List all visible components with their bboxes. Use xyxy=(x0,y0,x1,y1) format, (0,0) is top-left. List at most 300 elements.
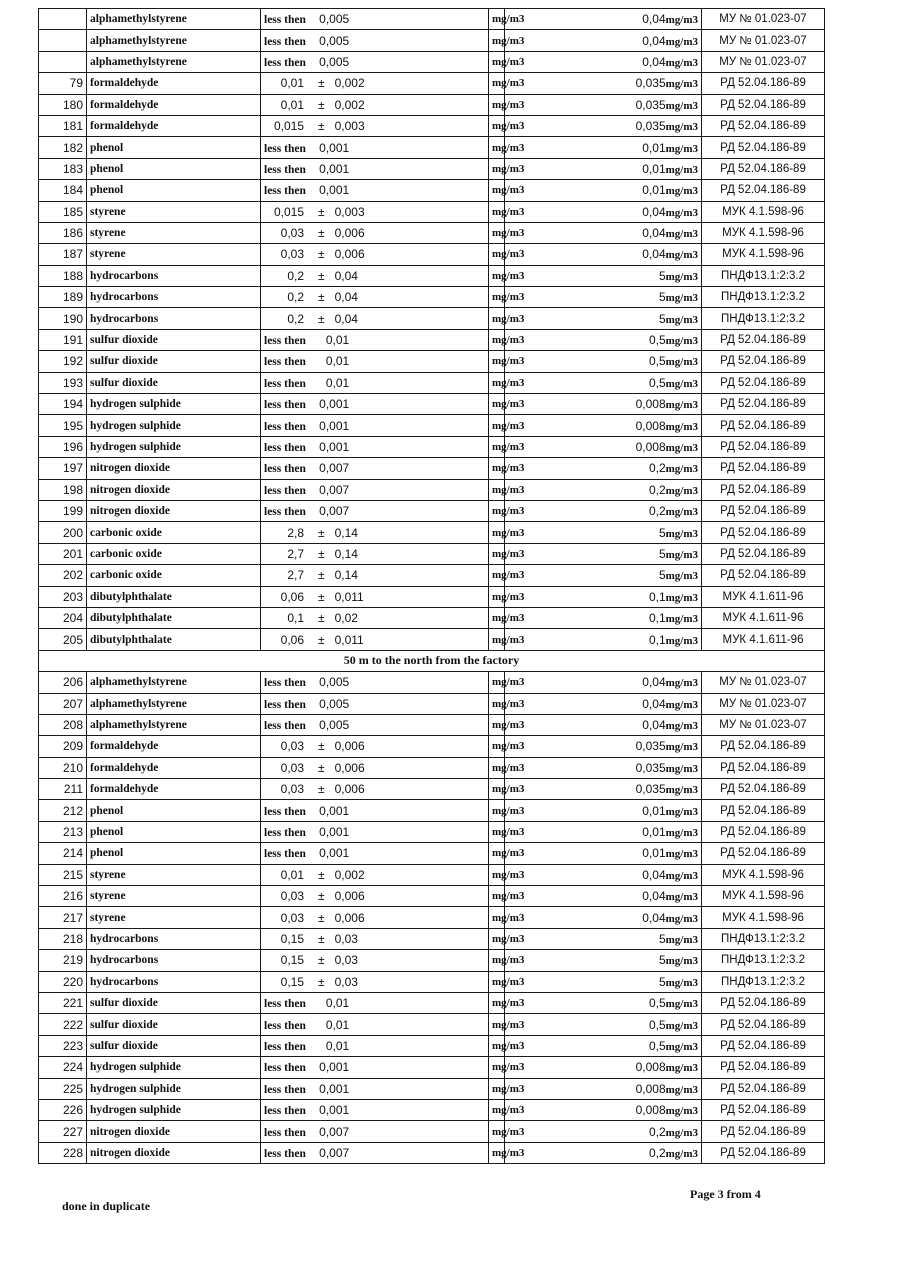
limit-number: 0,035 xyxy=(635,782,666,797)
unit: mg/m3 xyxy=(489,779,505,800)
substance-name: sulfur dioxide xyxy=(87,992,261,1013)
unit: mg/m3 xyxy=(489,30,505,51)
value: 0,007 xyxy=(319,482,350,497)
error-value: 0,011 xyxy=(334,589,364,604)
value: 0,001 xyxy=(319,183,350,198)
limit-and-method xyxy=(505,693,825,714)
measured-value xyxy=(261,821,489,842)
method-reference: МУК 4.1.598-96 xyxy=(722,227,804,240)
row-number: 212 xyxy=(39,800,87,821)
row-number: 194 xyxy=(39,394,87,415)
unit: mg/m3 xyxy=(489,543,505,564)
row-number: 199 xyxy=(39,500,87,521)
limit-and-method xyxy=(505,629,825,650)
measured-value xyxy=(261,1121,489,1142)
limit-number: 0,2 xyxy=(648,461,666,476)
limit-value xyxy=(505,1143,702,1163)
unit: mg/m3 xyxy=(489,1142,505,1163)
measured-value xyxy=(261,843,489,864)
substance-name: hydrocarbons xyxy=(87,971,261,992)
less-then-prefix: less then xyxy=(264,35,306,48)
unit: mg/m3 xyxy=(489,1121,505,1142)
measured-value xyxy=(261,757,489,778)
value: 0,001 xyxy=(319,1103,350,1118)
value: 0,06 xyxy=(280,589,304,604)
less-then-prefix: less then xyxy=(264,805,306,818)
substance-name: alphamethylstyrene xyxy=(87,30,261,51)
plus-minus-sign: ± xyxy=(318,546,325,561)
limit-number: 0,035 xyxy=(635,739,666,754)
table-section-heading-row xyxy=(39,650,825,671)
measured-value xyxy=(261,693,489,714)
limit-and-method xyxy=(505,73,825,94)
limit-and-method xyxy=(505,9,825,30)
measured-value xyxy=(261,351,489,372)
substance-name: hydrogen sulphide xyxy=(87,436,261,457)
section-heading: 50 m to the north from the factory xyxy=(39,650,825,671)
limit-and-method xyxy=(505,329,825,350)
error-value: 0,002 xyxy=(334,867,365,882)
row-number: 221 xyxy=(39,992,87,1013)
method-reference: РД 52.04.186-89 xyxy=(720,547,806,560)
method-reference: РД 52.04.186-89 xyxy=(720,98,806,111)
limit-value xyxy=(505,907,702,927)
value: 0,01 xyxy=(280,867,304,882)
limit-number: 5 xyxy=(658,311,666,326)
measured-value xyxy=(261,543,489,564)
less-then-prefix: less then xyxy=(264,356,306,369)
limit-value xyxy=(505,843,702,863)
method-reference: МУК 4.1.598-96 xyxy=(722,868,804,881)
limit-unit: mg/m3 xyxy=(665,548,699,561)
plus-minus-sign: ± xyxy=(318,525,325,540)
row-number: 183 xyxy=(39,158,87,179)
method-reference: ПНДФ13.1:2:3.2 xyxy=(721,312,806,325)
substance-name: dibutylphthalate xyxy=(87,586,261,607)
limit-value xyxy=(505,437,702,457)
measured-value xyxy=(261,415,489,436)
table-row xyxy=(39,693,825,714)
table-row xyxy=(39,1014,825,1035)
limit-value xyxy=(505,758,702,778)
method-reference: РД 52.04.186-89 xyxy=(720,569,806,582)
measured-value xyxy=(261,329,489,350)
table-row xyxy=(39,779,825,800)
row-number: 218 xyxy=(39,928,87,949)
substance-name: carbonic oxide xyxy=(87,543,261,564)
table-row xyxy=(39,30,825,51)
limit-and-method xyxy=(505,971,825,992)
unit: mg/m3 xyxy=(489,672,505,693)
measured-value xyxy=(261,9,489,30)
limit-and-method xyxy=(505,244,825,265)
limit-unit: mg/m3 xyxy=(665,1147,699,1160)
limit-and-method xyxy=(505,30,825,51)
value: 0,001 xyxy=(319,418,350,433)
plus-minus-sign: ± xyxy=(318,931,325,946)
table-row xyxy=(39,329,825,350)
substance-name: alphamethylstyrene xyxy=(87,672,261,693)
limit-value xyxy=(505,544,702,564)
unit: mg/m3 xyxy=(489,843,505,864)
value: 0,2 xyxy=(287,268,304,283)
limit-value xyxy=(505,993,702,1013)
table-row xyxy=(39,201,825,222)
row-number: 208 xyxy=(39,714,87,735)
limit-value xyxy=(505,308,702,328)
method-reference: РД 52.04.186-89 xyxy=(720,441,806,453)
value: 0,007 xyxy=(319,461,350,476)
error-value: 0,003 xyxy=(334,204,365,219)
measured-value xyxy=(261,800,489,821)
row-number: 225 xyxy=(39,1078,87,1099)
limit-number: 0,1 xyxy=(648,611,666,626)
plus-minus-sign: ± xyxy=(318,910,325,925)
value: 0,001 xyxy=(319,803,350,818)
plus-minus-sign: ± xyxy=(318,247,325,262)
substance-name: carbonic oxide xyxy=(87,522,261,543)
limit-and-method xyxy=(505,779,825,800)
substance-name: nitrogen dioxide xyxy=(87,500,261,521)
row-number: 215 xyxy=(39,864,87,885)
limit-value xyxy=(505,822,702,842)
substance-name: styrene xyxy=(87,244,261,265)
row-number: 185 xyxy=(39,201,87,222)
limit-and-method xyxy=(505,672,825,693)
measured-value xyxy=(261,928,489,949)
row-number: 227 xyxy=(39,1121,87,1142)
method-reference: РД 52.04.186-89 xyxy=(720,847,806,860)
substance-name: formaldehyde xyxy=(87,736,261,757)
unit: mg/m3 xyxy=(489,458,505,479)
limit-value xyxy=(505,779,702,799)
row-number: 224 xyxy=(39,1057,87,1078)
row-number: 193 xyxy=(39,372,87,393)
plus-minus-sign: ± xyxy=(318,632,325,647)
limit-value xyxy=(505,287,702,307)
less-then-prefix: less then xyxy=(264,720,306,733)
measured-value xyxy=(261,779,489,800)
substance-name: dibutylphthalate xyxy=(87,629,261,650)
table-row xyxy=(39,244,825,265)
limit-number: 0,04 xyxy=(642,718,666,733)
unit: mg/m3 xyxy=(489,201,505,222)
plus-minus-sign: ± xyxy=(318,204,325,219)
less-then-prefix: less then xyxy=(264,827,306,840)
value: 0,015 xyxy=(273,119,304,134)
plus-minus-sign: ± xyxy=(318,226,325,241)
unit: mg/m3 xyxy=(489,329,505,350)
limit-and-method xyxy=(505,1014,825,1035)
limit-unit: mg/m3 xyxy=(665,377,699,390)
table-row xyxy=(39,543,825,564)
substance-name: hydrogen sulphide xyxy=(87,415,261,436)
limit-unit: mg/m3 xyxy=(665,869,699,882)
limit-unit: mg/m3 xyxy=(665,827,699,840)
limit-unit: mg/m3 xyxy=(665,420,699,433)
limit-number: 0,04 xyxy=(642,226,666,241)
table-row xyxy=(39,1078,825,1099)
limit-unit: mg/m3 xyxy=(665,912,699,925)
table-row xyxy=(39,950,825,971)
error-value: 0,006 xyxy=(334,739,365,754)
table-row xyxy=(39,308,825,329)
limit-value xyxy=(505,9,702,29)
value: 0,15 xyxy=(280,931,304,946)
limit-and-method xyxy=(505,287,825,308)
limit-number: 0,008 xyxy=(635,1060,666,1075)
row-number: 184 xyxy=(39,180,87,201)
value: 0,005 xyxy=(319,696,350,711)
limit-unit: mg/m3 xyxy=(665,356,699,369)
limit-value xyxy=(505,244,702,264)
method-reference: РД 52.04.186-89 xyxy=(720,526,806,539)
unit: mg/m3 xyxy=(489,693,505,714)
measured-value xyxy=(261,1035,489,1056)
measured-value xyxy=(261,180,489,201)
unit: mg/m3 xyxy=(489,992,505,1013)
substance-name: formaldehyde xyxy=(87,115,261,136)
error-value: 0,006 xyxy=(334,782,365,797)
limit-unit: mg/m3 xyxy=(665,698,699,711)
substance-name: hydrocarbons xyxy=(87,308,261,329)
value: 0,007 xyxy=(319,1145,350,1160)
limit-value xyxy=(505,522,702,542)
table-row xyxy=(39,565,825,586)
unit: mg/m3 xyxy=(489,886,505,907)
limit-unit: mg/m3 xyxy=(665,142,699,155)
plus-minus-sign: ± xyxy=(318,611,325,626)
limit-unit: mg/m3 xyxy=(665,677,699,690)
value: 0,01 xyxy=(325,1017,350,1032)
unit: mg/m3 xyxy=(489,222,505,243)
row-number: 213 xyxy=(39,821,87,842)
plus-minus-sign: ± xyxy=(318,311,325,326)
less-then-prefix: less then xyxy=(264,506,306,519)
value: 0,015 xyxy=(273,204,304,219)
row-number: 180 xyxy=(39,94,87,115)
row-number: 222 xyxy=(39,1014,87,1035)
table-row xyxy=(39,222,825,243)
limit-and-method xyxy=(505,500,825,521)
limit-and-method xyxy=(505,265,825,286)
limit-unit: mg/m3 xyxy=(665,292,699,305)
value: 0,1 xyxy=(287,611,304,626)
less-then-prefix: less then xyxy=(264,1062,306,1075)
limit-value xyxy=(505,886,702,906)
limit-number: 0,04 xyxy=(642,867,666,882)
value: 0,001 xyxy=(319,825,350,840)
limit-and-method xyxy=(505,394,825,415)
method-reference: ПНДФ13.1:2:3.2 xyxy=(721,291,806,304)
less-then-prefix: less then xyxy=(264,1019,306,1032)
limit-value xyxy=(505,351,702,371)
method-reference: МУ № 01.023-07 xyxy=(719,13,807,26)
limit-number: 0,035 xyxy=(635,76,666,91)
substance-name: phenol xyxy=(87,821,261,842)
plus-minus-sign: ± xyxy=(318,568,325,583)
row-number: 190 xyxy=(39,308,87,329)
error-value: 0,14 xyxy=(334,568,358,583)
table-row xyxy=(39,1121,825,1142)
limit-number: 0,01 xyxy=(642,825,666,840)
value: 0,001 xyxy=(319,1081,350,1096)
table-row xyxy=(39,1057,825,1078)
row-number: 206 xyxy=(39,672,87,693)
measured-value xyxy=(261,1142,489,1163)
table-row xyxy=(39,1142,825,1163)
limit-and-method xyxy=(505,458,825,479)
table-row xyxy=(39,607,825,628)
limit-unit: mg/m3 xyxy=(665,163,699,176)
substance-name: hydrogen sulphide xyxy=(87,1078,261,1099)
measured-value xyxy=(261,907,489,928)
plus-minus-sign: ± xyxy=(318,889,325,904)
row-number: 204 xyxy=(39,607,87,628)
table-row xyxy=(39,736,825,757)
unit: mg/m3 xyxy=(489,1078,505,1099)
table-row xyxy=(39,158,825,179)
table-body-upper xyxy=(39,9,825,651)
measured-value xyxy=(261,372,489,393)
limit-unit: mg/m3 xyxy=(665,976,699,989)
limit-number: 0,1 xyxy=(648,632,666,647)
limit-number: 0,008 xyxy=(635,397,666,412)
substance-name: formaldehyde xyxy=(87,73,261,94)
limit-number: 0,1 xyxy=(648,589,666,604)
table-row xyxy=(39,73,825,94)
value: 0,2 xyxy=(287,311,304,326)
limit-and-method xyxy=(505,308,825,329)
less-then-prefix: less then xyxy=(264,698,306,711)
row-number: 214 xyxy=(39,843,87,864)
limit-value xyxy=(505,736,702,756)
table-row xyxy=(39,479,825,500)
limit-and-method xyxy=(505,201,825,222)
unit: mg/m3 xyxy=(489,971,505,992)
unit: mg/m3 xyxy=(489,394,505,415)
table-row xyxy=(39,115,825,136)
method-reference: РД 52.04.186-89 xyxy=(720,783,806,796)
unit: mg/m3 xyxy=(489,800,505,821)
unit: mg/m3 xyxy=(489,950,505,971)
unit: mg/m3 xyxy=(489,158,505,179)
value: 0,01 xyxy=(325,354,350,369)
less-then-prefix: less then xyxy=(264,142,306,155)
substance-name: nitrogen dioxide xyxy=(87,458,261,479)
method-reference: ПНДФ13.1:2:3.2 xyxy=(721,954,806,967)
substance-name: formaldehyde xyxy=(87,757,261,778)
limit-number: 0,04 xyxy=(642,12,666,27)
value: 0,01 xyxy=(280,76,304,91)
limit-unit: mg/m3 xyxy=(665,570,699,583)
substance-name: styrene xyxy=(87,201,261,222)
plus-minus-sign: ± xyxy=(318,290,325,305)
limit-unit: mg/m3 xyxy=(665,762,699,775)
limit-unit: mg/m3 xyxy=(665,463,699,476)
unit: mg/m3 xyxy=(489,415,505,436)
row-number: 79 xyxy=(39,73,87,94)
row-number: 198 xyxy=(39,479,87,500)
limit-value xyxy=(505,587,702,607)
value: 0,007 xyxy=(319,1124,350,1139)
value: 2,8 xyxy=(287,525,304,540)
unit: mg/m3 xyxy=(489,351,505,372)
method-reference: РД 52.04.186-89 xyxy=(720,997,806,1010)
limit-and-method xyxy=(505,522,825,543)
substance-name: dibutylphthalate xyxy=(87,607,261,628)
row-number: 226 xyxy=(39,1099,87,1120)
row-number xyxy=(39,30,87,51)
substance-name: hydrocarbons xyxy=(87,928,261,949)
measured-value xyxy=(261,950,489,971)
limit-and-method xyxy=(505,843,825,864)
limit-unit: mg/m3 xyxy=(665,527,699,540)
method-reference: РД 52.04.186-89 xyxy=(720,1039,806,1052)
row-number: 219 xyxy=(39,950,87,971)
value: 0,005 xyxy=(319,675,350,690)
method-reference: РД 52.04.186-89 xyxy=(720,483,806,496)
limit-and-method xyxy=(505,1035,825,1056)
limit-value xyxy=(505,1121,702,1141)
table-row xyxy=(39,94,825,115)
limit-value xyxy=(505,202,702,222)
measured-value xyxy=(261,565,489,586)
substance-name: formaldehyde xyxy=(87,779,261,800)
row-number: 195 xyxy=(39,415,87,436)
limit-unit: mg/m3 xyxy=(665,634,699,647)
measured-value xyxy=(261,30,489,51)
limit-value xyxy=(505,394,702,414)
value: 0,005 xyxy=(319,718,350,733)
limit-and-method xyxy=(505,94,825,115)
limit-number: 5 xyxy=(658,953,666,968)
measured-value xyxy=(261,94,489,115)
substance-name: hydrocarbons xyxy=(87,287,261,308)
method-reference: РД 52.04.186-89 xyxy=(720,376,806,389)
substance-name: styrene xyxy=(87,886,261,907)
limit-value xyxy=(505,330,702,350)
row-number xyxy=(39,51,87,72)
limit-unit: mg/m3 xyxy=(665,35,699,48)
value: 0,005 xyxy=(319,12,350,27)
limit-number: 5 xyxy=(658,290,666,305)
limit-number: 0,008 xyxy=(635,1081,666,1096)
less-then-prefix: less then xyxy=(264,399,306,412)
unit: mg/m3 xyxy=(489,244,505,265)
table-row xyxy=(39,351,825,372)
unit: mg/m3 xyxy=(489,51,505,72)
limit-and-method xyxy=(505,415,825,436)
substance-name: phenol xyxy=(87,843,261,864)
error-value: 0,011 xyxy=(334,632,364,647)
unit: mg/m3 xyxy=(489,714,505,735)
limit-unit: mg/m3 xyxy=(665,185,699,198)
limit-number: 0,008 xyxy=(635,1103,666,1118)
substance-name: styrene xyxy=(87,907,261,928)
table-row xyxy=(39,629,825,650)
method-reference: РД 52.04.186-89 xyxy=(720,1061,806,1074)
less-then-prefix: less then xyxy=(264,1147,306,1160)
limit-value xyxy=(505,30,702,50)
plus-minus-sign: ± xyxy=(318,867,325,882)
limit-number: 0,008 xyxy=(635,440,666,454)
substance-name: alphamethylstyrene xyxy=(87,693,261,714)
less-then-prefix: less then xyxy=(264,998,306,1011)
limit-and-method xyxy=(505,886,825,907)
table-row xyxy=(39,436,825,457)
table-row xyxy=(39,372,825,393)
